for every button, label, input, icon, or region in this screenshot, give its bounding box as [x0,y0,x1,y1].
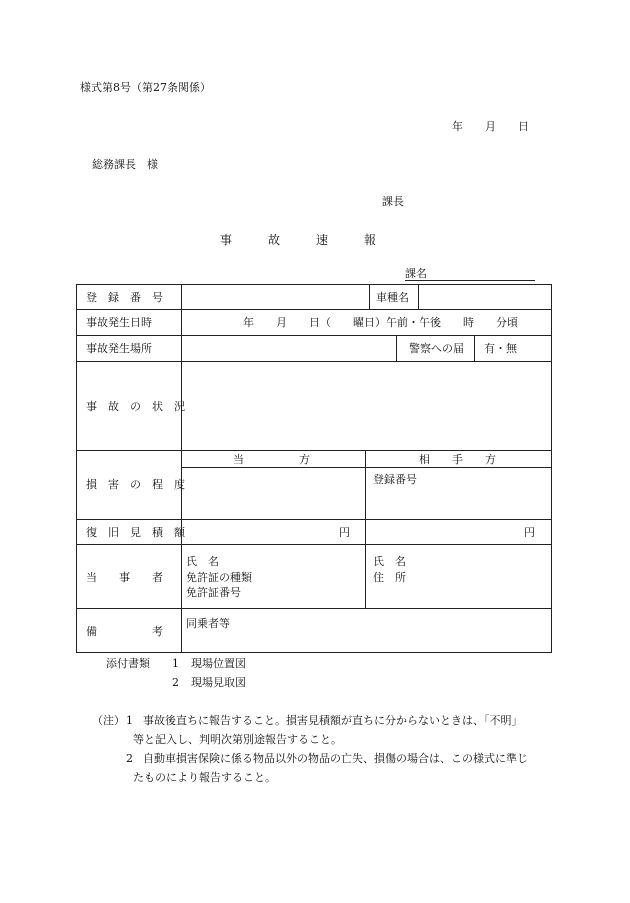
yen-own: 円 [339,526,350,539]
col-divider [369,284,370,310]
col-divider [418,284,419,310]
own-name-label: 氏 名 [186,555,219,568]
yes-no-option: 有・無 [484,342,517,355]
other-name-label: 氏 名 [373,555,406,568]
remarks-label: 備 考 [86,625,163,638]
row-divider [76,309,552,310]
form-number: 様式第8号（第27条関係） [80,81,211,94]
note-2-number: 2 [126,752,133,765]
col-divider [365,450,366,609]
section-underline [405,280,535,281]
accident-situation-label: 事 故 の 状 況 [86,400,185,413]
accident-datetime-label: 事故発生日時 [86,316,152,329]
row-divider [76,519,552,520]
attachments-label: 添付書類 [106,657,150,670]
accident-location-label: 事故発生場所 [86,342,152,355]
repair-estimate-label: 復 旧 見 積 額 [86,526,185,539]
row-divider [76,450,552,451]
document-title: 事 故 速 報 [220,233,377,247]
row-divider [76,361,552,362]
note-2-line-1: 自動車損害保険に係る物品以外の物品の亡失、損傷の場合は、この様式に準じ [143,752,528,765]
police-report-label: 警察への届 [409,342,464,355]
table-border-top [76,284,552,285]
label-column-divider [181,284,182,653]
parties-label: 当 事 者 [86,571,163,584]
datetime-template: 年 月 日（ 曜日）午前・午後 時 分頃 [243,316,518,329]
attachment-2: 現場見取図 [191,676,246,689]
other-side-header: 相 手 方 [419,453,496,466]
addressee: 総務課長 様 [92,158,158,171]
table-border-bottom [76,652,552,653]
yen-other: 円 [524,526,535,539]
note-1-line-2: 等と記入し、判明次第別途報告すること。 [133,733,342,746]
row-divider [76,608,552,609]
table-border-right [551,284,552,653]
own-side-header: 当 方 [233,453,310,466]
attachment-2-number: 2 [172,676,179,689]
other-registration-label: 登録番号 [373,473,417,486]
table-border-left [76,284,77,653]
notes-label: （注） [92,714,125,727]
col-divider [474,335,475,362]
attachment-1-number: 1 [172,657,179,670]
note-2-line-2: たものにより報告すること。 [133,771,276,784]
registration-number-label: 登 録 番 号 [86,291,163,304]
passengers-label: 同乗者等 [186,617,230,630]
row-divider [76,544,552,545]
note-1-line-1: 事故後直ちに報告すること。損害見積額が直ちに分からないときは、「不明」 [143,714,523,727]
date-line: 年 月 日 [452,120,529,133]
row-divider [181,467,552,468]
section-label: 課名 [405,267,427,280]
col-divider [396,335,397,362]
other-address-label: 住 所 [373,571,406,584]
note-1-number: 1 [126,714,133,727]
license-number-label: 免許証番号 [186,586,241,599]
row-divider [76,335,552,336]
license-type-label: 免許証の種類 [186,571,252,584]
sender-title: 課長 [382,195,404,208]
damage-extent-label: 損 害 の 程 度 [86,478,185,491]
vehicle-name-label: 車種名 [376,291,409,304]
attachment-1: 現場位置図 [191,657,246,670]
